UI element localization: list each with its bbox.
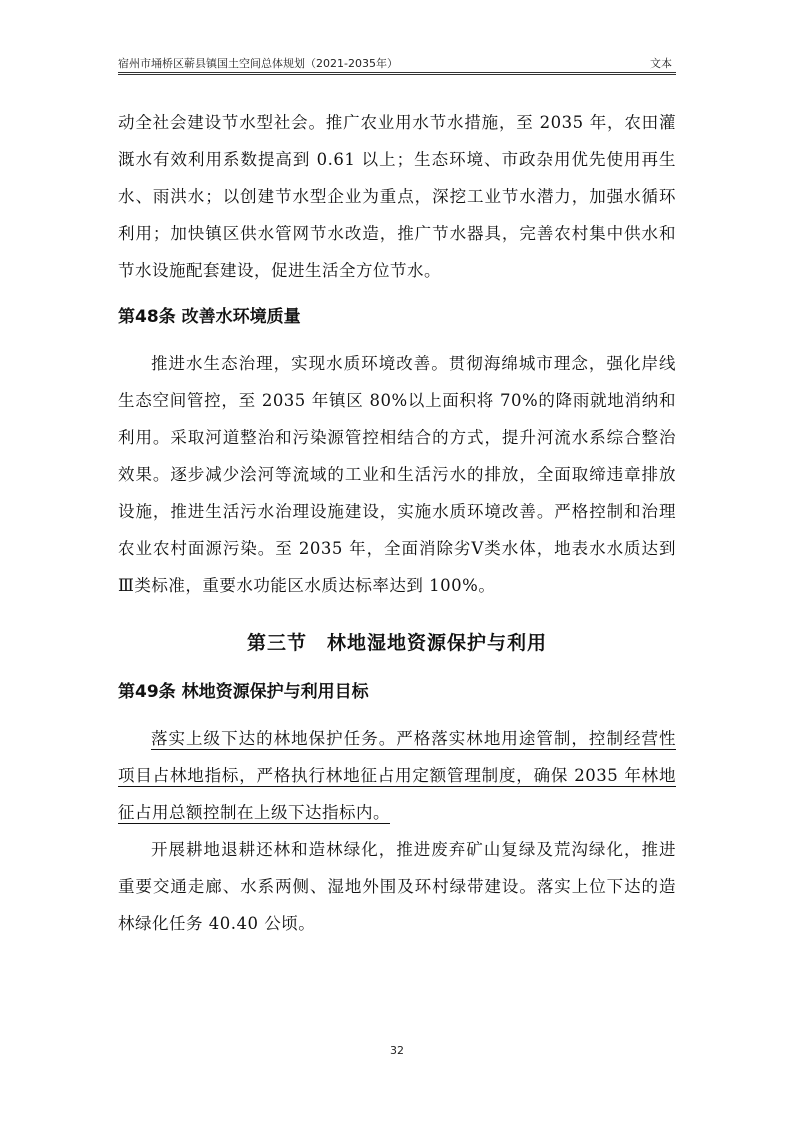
paragraph-water-environment: 推进水生态治理，实现水质环境改善。贯彻海绵城市理念，强化岸线生态空间管控，至 2035 年镇区 80%以上面积将 70%的降雨就地消纳和利用。采取河道整治和污染源管控相结合的方式，提升河流水系综合整治效果。逐步减少浍河等流域的工业和生活污水的排放，全面取缔违章排放设施，推进生活污水治理设施建设，实施水质环境改善。严格控制和治理农业农村面源污染。至 2035 年，全面消除劣Ⅴ类水体，地表水水质达到Ⅲ类标准，重要水功能区水质达标率达到 100%。: [118, 354, 676, 595]
document-title: 宿州市埇桥区蕲县镇国土空间总体规划（2021-2035年）: [118, 57, 398, 70]
document-tag: 文本: [650, 57, 672, 70]
page-number: 32: [390, 1044, 404, 1057]
paragraph-forest-protection: [118, 720, 676, 831]
article-48-heading: 第48条 改善水环境质量: [118, 307, 301, 327]
paragraph-afforestation: 开展耕地退耕还林和造林绿化，推进废弃矿山复绿及荒沟绿化，推进重要交通走廊、水系两侧、湿地外围及环村绿带建设。落实上位下达的造林绿化任务 40.40 公顷。: [118, 840, 676, 933]
page-body: [118, 104, 676, 942]
header-rule-thin: [118, 74, 676, 75]
article-49-heading: 第49条 林地资源保护与利用目标: [118, 682, 369, 702]
page-header: [118, 52, 676, 72]
section-3-heading: 第三节 林地湿地资源保护与利用: [246, 632, 547, 654]
header-rule: [118, 72, 676, 73]
underlined-text: 落实上级下达的林地保护任务。严格落实林地用途管制，控制经营性项目占林地指标，严格执行林地征占用定额管理制度，确保 2035 年林地征占用总额控制在上级下达指标内。: [118, 729, 676, 822]
paragraph-water-saving: 动全社会建设节水型社会。推广农业用水节水措施，至 2035 年，农田灌溉水有效利用系数提高到 0.61 以上；生态环境、市政杂用优先使用再生水、雨洪水；以创建节水型企业为重点，深挖工业节水潜力，加强水循环利用；加快镇区供水管网节水改造，推广节水器具，完善农村集中供水和节水设施配套建设，促进生活全方位节水。: [118, 113, 676, 280]
